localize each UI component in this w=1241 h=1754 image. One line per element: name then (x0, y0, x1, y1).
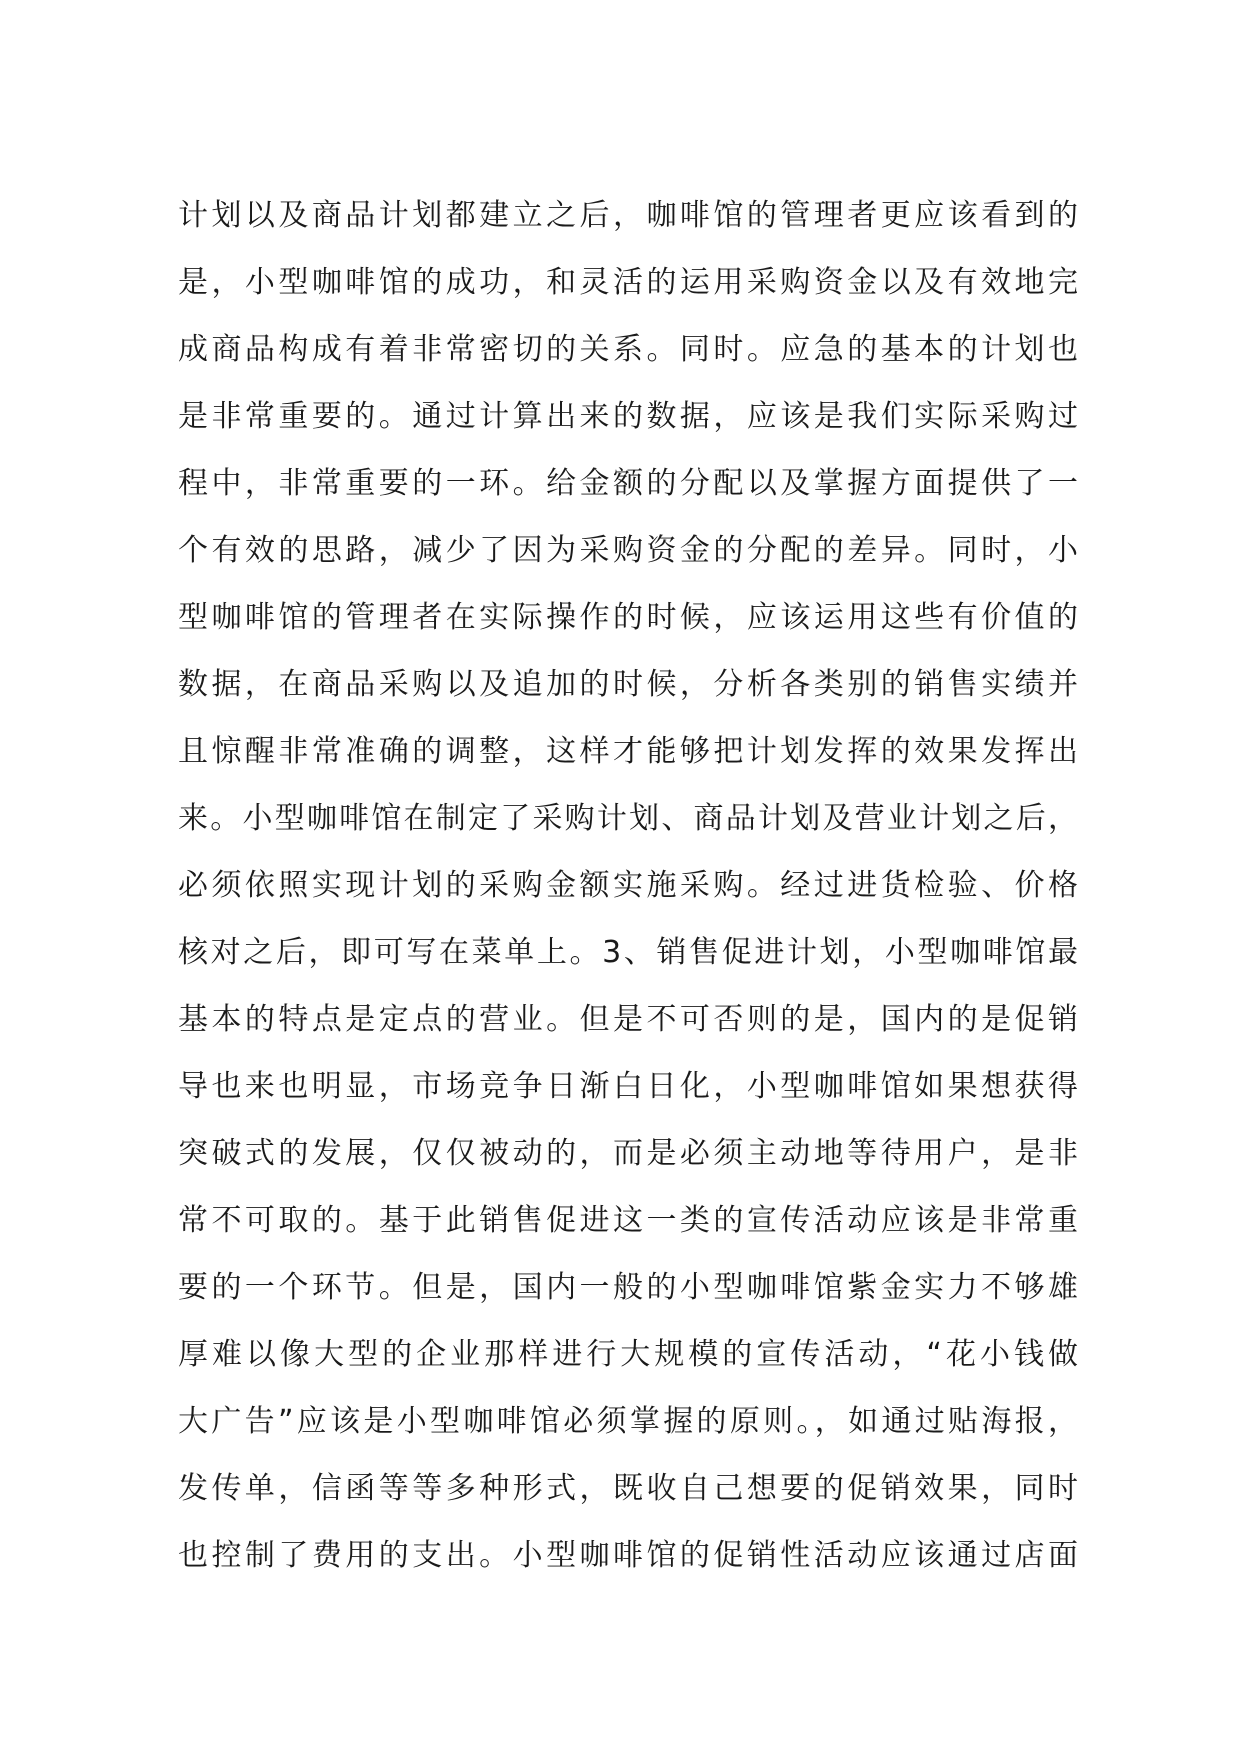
text-line: 导也来也明显，市场竞争日渐白日化，小型咖啡馆如果想获得 (178, 1069, 1078, 1104)
text-line: 数据，在商品采购以及追加的时候，分析各类别的销售实绩并 (178, 667, 1078, 702)
text-line: 必须依照实现计划的采购金额实施采购。经过进货检验、价格 (178, 868, 1078, 903)
text-line: 型咖啡馆的管理者在实际操作的时候，应该运用这些有价值的 (178, 600, 1078, 635)
text-line: 计划以及商品计划都建立之后，咖啡馆的管理者更应该看到的 (178, 198, 1078, 233)
text-line: 厚难以像大型的企业那样进行大规模的宣传活动，“花小钱做 (178, 1337, 1078, 1372)
text-line: 突破式的发展，仅仅被动的，而是必须主动地等待用户，是非 (178, 1136, 1078, 1171)
text-line: 个有效的思路，减少了因为采购资金的分配的差异。同时，小 (178, 533, 1078, 568)
text-line: 要的一个环节。但是，国内一般的小型咖啡馆紫金实力不够雄 (178, 1270, 1078, 1305)
body-text (178, 182, 1078, 1589)
text-line: 基本的特点是定点的营业。但是不可否则的是，国内的是促销 (178, 1002, 1078, 1037)
text-line: 成商品构成有着非常密切的关系。同时。应急的基本的计划也 (178, 332, 1078, 367)
text-line: 是非常重要的。通过计算出来的数据，应该是我们实际采购过 (178, 399, 1078, 434)
text-line: 核对之后，即可写在菜单上。3、销售促进计划，小型咖啡馆最 (178, 935, 1078, 970)
text-line: 且惊醒非常准确的调整，这样才能够把计划发挥的效果发挥出 (178, 734, 1078, 769)
text-line: 常不可取的。基于此销售促进这一类的宣传活动应该是非常重 (178, 1203, 1078, 1238)
text-line: 来。小型咖啡馆在制定了采购计划、商品计划及营业计划之后， (178, 801, 1078, 836)
text-line: 是，小型咖啡馆的成功，和灵活的运用采购资金以及有效地完 (178, 265, 1078, 300)
text-line: 程中，非常重要的一环。给金额的分配以及掌握方面提供了一 (178, 466, 1078, 501)
text-line: 发传单，信函等等多种形式，既收自己想要的促销效果，同时 (178, 1471, 1078, 1506)
text-line: 大广告”应该是小型咖啡馆必须掌握的原则。，如通过贴海报， (178, 1404, 1078, 1439)
text-line: 也控制了费用的支出。小型咖啡馆的促销性活动应该通过店面 (178, 1538, 1078, 1573)
